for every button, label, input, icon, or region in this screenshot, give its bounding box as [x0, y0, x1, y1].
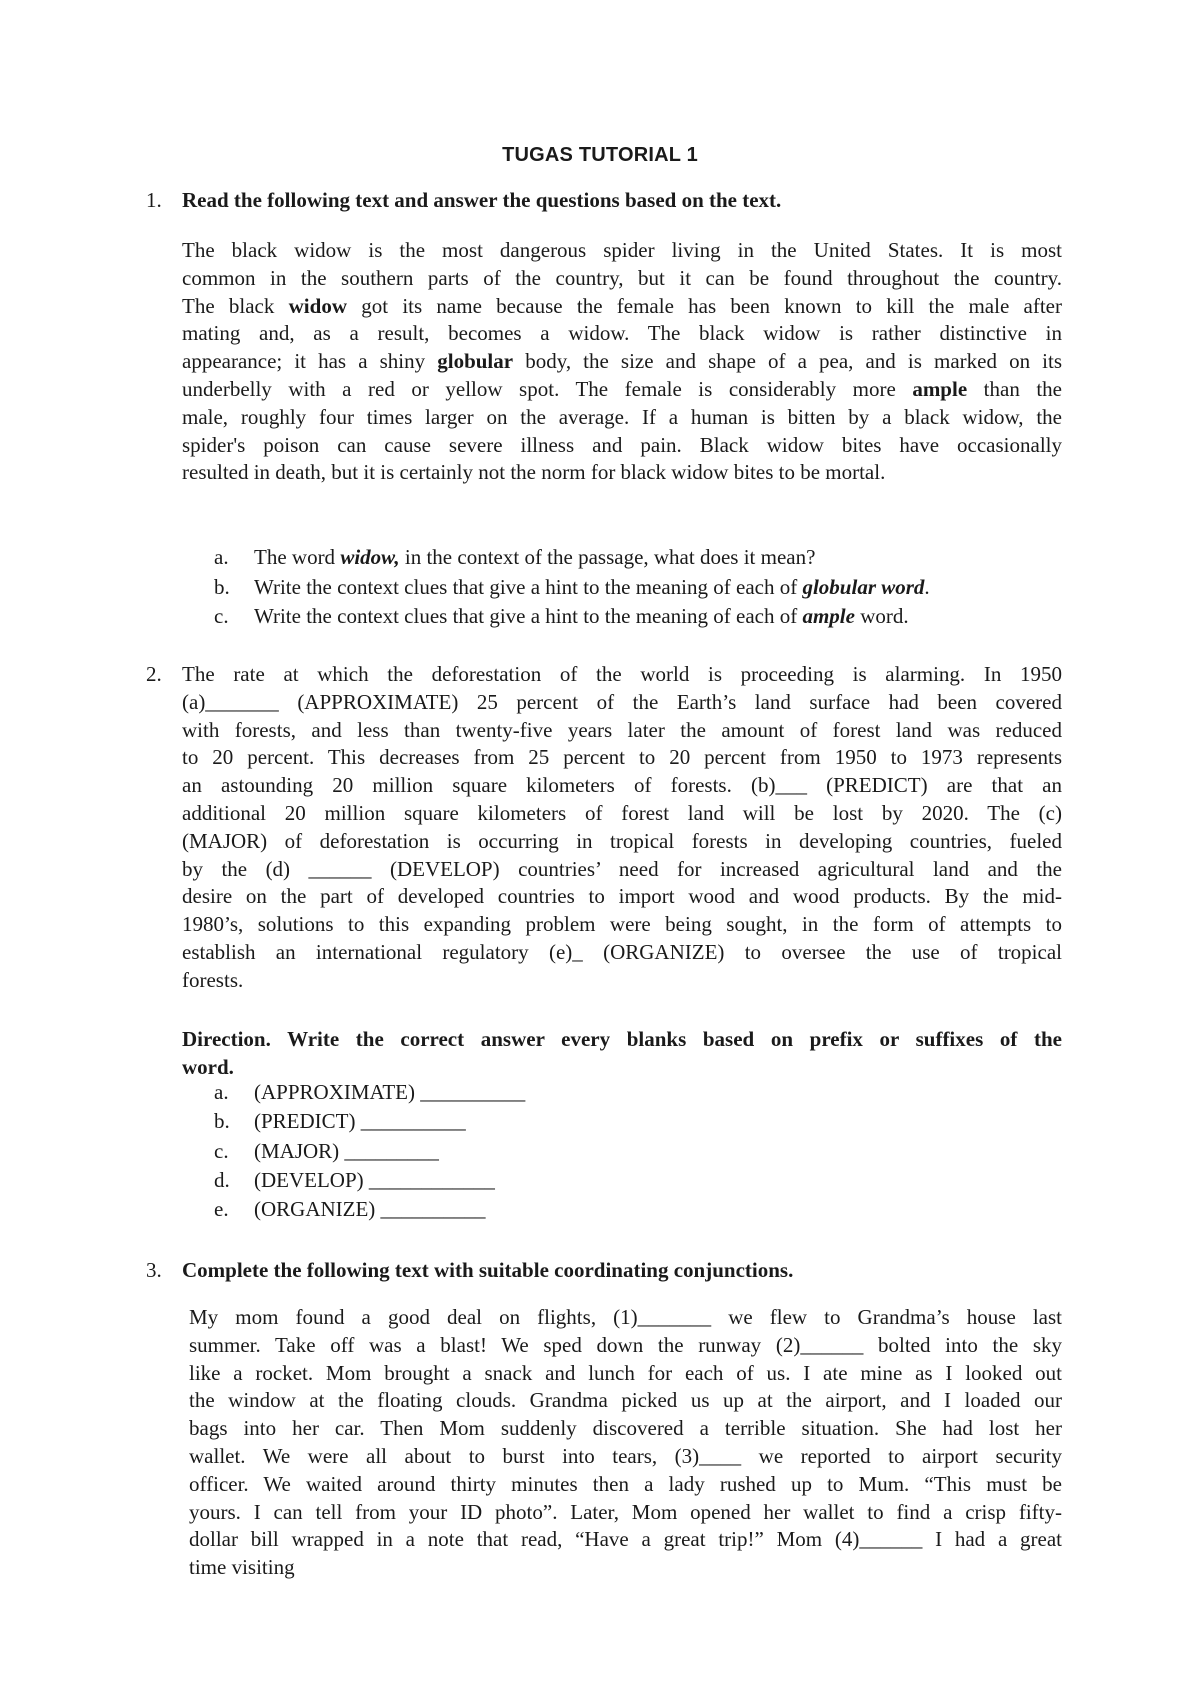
subquestion-c: c. Write the context clues that give a hint to the meaning of each of ample word.: [214, 604, 909, 628]
passage-line: like a rocket. Mom brought a snack and lunch for each of us. I ate mine as I looked out: [189, 1360, 1062, 1385]
answer-approximate: a. (APPROXIMATE) __________: [214, 1080, 526, 1104]
passage-line: resulted in death, but it is certainly not the norm for black widow bites to be mortal.: [182, 460, 886, 485]
subquestion-b: b. Write the context clues that give a hint to the meaning of each of globular word.: [214, 574, 930, 599]
keyword-globular: globular: [437, 349, 514, 374]
passage-line: male, roughly four times larger on the average. If a human is bitten by a black widow, the: [182, 404, 1062, 429]
passage-line: wallet. We were all about to burst into tears, (3)____ we reported to airport security: [189, 1443, 1062, 1468]
passage-line: summer. Take off was a blast! We sped down the runway (2)______ bolted into the sky: [189, 1332, 1062, 1357]
passage-line: additional 20 million square kilometers of forest land will be lost by 2020. The (c): [182, 800, 1062, 825]
question-3-number: 3.: [146, 1258, 162, 1282]
question-2-number: 2.: [146, 662, 162, 686]
passage-line: appearance; it has a shiny globular body, the size and shape of a pea, and is marked on its: [182, 349, 1063, 374]
passage-line: with forests, and less than twenty-five years later the amount of forest land was reduced: [182, 717, 1062, 742]
passage-line: mating and, as a result, becomes a widow. The black widow is rather distinctive in: [182, 321, 1062, 346]
question-3-instruction: Complete the following text with suitable coordinating conjunctions.: [182, 1258, 794, 1282]
question-1-passage: [182, 237, 1062, 487]
question-2-direction: Direction. Write the correct answer every blanks based on prefix or suffixes of the word.: [182, 1027, 1062, 1079]
passage-line: establish an international regulatory (e)_ (ORGANIZE) to oversee the use of tropical: [182, 939, 1062, 964]
passage-line: yours. I can tell from your ID photo”. Later, Mom opened her wallet to find a crisp fifty-: [189, 1499, 1062, 1524]
passage-line: officer. We waited around thirty minutes then a lady rushed up to Mum. “This must be: [189, 1471, 1062, 1496]
passage-line: desire on the part of developed countries to import wood and wood products. By the mid-: [182, 884, 1062, 909]
question-1-number: 1.: [146, 188, 162, 212]
answer-predict: b. (PREDICT) __________: [214, 1109, 466, 1134]
passage-line: to 20 percent. This decreases from 25 percent to 20 percent from 1950 to 1973 represents: [182, 745, 1062, 770]
question-3-passage: [189, 1304, 1062, 1582]
keyword-ample: ample: [912, 376, 968, 401]
question-1-subquestions: [214, 543, 930, 632]
passage-line: the window at the floating clouds. Grandma picked us up at the airport, and I loaded our: [189, 1388, 1062, 1413]
passage-line: 1980’s, solutions to this expanding problem were being sought, in the form of attempts to: [182, 912, 1062, 937]
page-title: TUGAS TUTORIAL 1: [502, 144, 698, 166]
subquestion-a: a. The word widow, in the context of the passage, what does it mean?: [214, 545, 816, 569]
question-2-passage: [182, 661, 1062, 995]
passage-line: dollar bill wrapped in a note that read, “Have a great trip!” Mom (4)______ I had a great: [189, 1527, 1062, 1552]
passage-line: The black widow is the most dangerous spider living in the United States. It is most: [182, 238, 1062, 262]
passage-line: spider's poison can cause severe illness and pain. Black widow bites have occasionally: [182, 432, 1062, 457]
answer-develop: d. (DEVELOP) ____________: [214, 1167, 495, 1192]
passage-line: underbelly with a red or yellow spot. The female is considerably more ample than the: [182, 376, 1062, 401]
passage-line: (MAJOR) of deforestation is occurring in tropical forests in developing countries, fueled: [182, 828, 1062, 853]
answer-major: c. (MAJOR) _________: [214, 1138, 439, 1163]
passage-line: (a)_______ (APPROXIMATE) 25 percent of the Earth’s land surface had been covered: [182, 689, 1062, 714]
passage-line: time visiting: [189, 1555, 295, 1580]
keyword-widow: widow: [288, 293, 347, 318]
passage-line: My mom found a good deal on flights, (1)_______ we flew to Grandma’s house last: [189, 1305, 1062, 1329]
passage-line: The black widow got its name because the female has been known to kill the male after: [182, 293, 1062, 318]
answer-organize: e. (ORGANIZE) __________: [214, 1197, 486, 1222]
passage-line: by the (d) ______ (DEVELOP) countries’ need for increased agricultural land and the: [182, 856, 1062, 881]
passage-line: forests.: [182, 967, 244, 992]
passage-line: an astounding 20 million square kilometers of forests. (b)___ (PREDICT) are that an: [182, 773, 1062, 798]
passage-line: The rate at which the deforestation of the world is proceeding is alarming. In 1950: [182, 662, 1062, 686]
question-2-answers: [214, 1078, 525, 1224]
passage-line: bags into her car. Then Mom suddenly discovered a terrible situation. She had lost her: [189, 1416, 1062, 1441]
passage-line: common in the southern parts of the country, but it can be found throughout the country.: [182, 265, 1062, 290]
question-1-instruction: Read the following text and answer the questions based on the text.: [182, 188, 782, 212]
